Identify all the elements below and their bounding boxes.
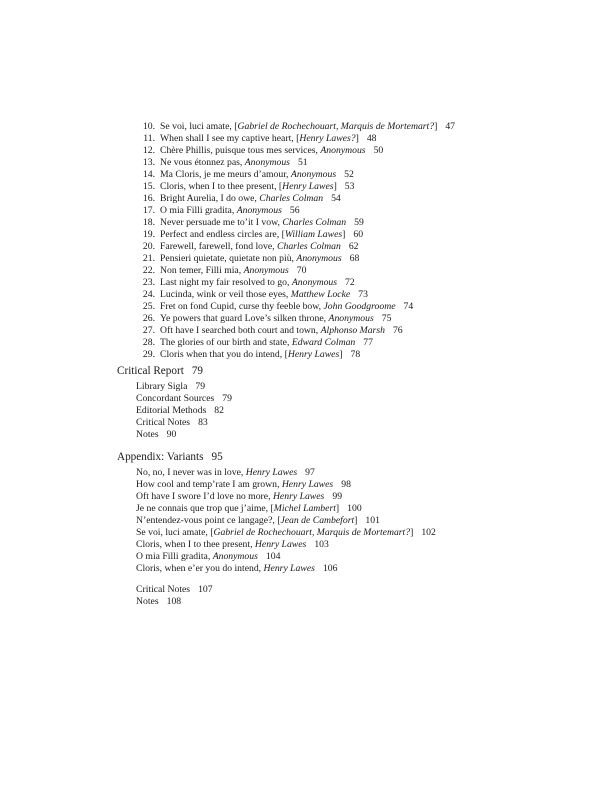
entry-number: 11.	[143, 133, 155, 144]
entry-page: 76	[392, 325, 403, 336]
entry-text	[160, 289, 368, 301]
entry-page: 48	[366, 133, 377, 144]
entry-page: 59	[354, 217, 364, 228]
entry-title: Library Sigla	[136, 381, 188, 392]
entry-page: 68	[349, 253, 360, 264]
entry-page: 51	[297, 157, 308, 168]
entry-title: Concordant Sources	[136, 393, 215, 404]
author-close: ]	[354, 515, 358, 526]
entry-title: Never persuade me to’it I vow,	[160, 217, 283, 228]
entry-title: Critical Notes	[136, 417, 191, 428]
entry-title: Perfect and endless circles are,	[160, 229, 282, 240]
entry-page: 73	[358, 289, 368, 300]
author-open: [	[210, 527, 214, 538]
author-open: [	[281, 229, 285, 240]
entry-author: Henry Lawes	[287, 349, 340, 360]
entry-title: Se voi, luci amate,	[160, 121, 235, 132]
entry-number: 20.	[142, 241, 155, 252]
author-open: [	[284, 349, 288, 360]
entry-text	[160, 121, 455, 133]
entry-page: 52	[344, 169, 354, 180]
entry-page: 82	[214, 405, 224, 416]
author-close: ]	[342, 229, 346, 240]
entry-title: Notes	[136, 596, 159, 607]
entry-author: Henry Lawes	[263, 563, 315, 574]
entry-title: No, no, I never was in love,	[136, 467, 246, 478]
entry-page: 100	[347, 503, 362, 514]
entry-text	[160, 193, 341, 205]
entry-page: 83	[198, 417, 208, 428]
entry-author: Henry Lawes?	[299, 133, 356, 144]
entry-number: 27.	[142, 325, 155, 336]
entry-page: 53	[344, 181, 355, 192]
entry-number: 21.	[142, 253, 155, 264]
entry-page: 103	[314, 539, 329, 550]
entry-number: 15.	[142, 181, 155, 192]
entry-text	[160, 313, 391, 325]
entry-text	[160, 337, 373, 349]
toc-entry	[136, 417, 232, 429]
entry-text	[160, 133, 377, 145]
entry-author: Anonymous	[243, 265, 289, 276]
entry-page: 98	[341, 479, 351, 490]
entry-author: Matthew Locke	[290, 289, 351, 300]
entry-text	[160, 349, 360, 361]
entry-text	[160, 277, 355, 289]
entry-title: N’entendez-vous point ce langage?,	[136, 515, 278, 526]
entry-title: O mia Filli gradita,	[160, 205, 237, 216]
entry-page: 90	[166, 429, 177, 440]
entry-title: Last night my fair resolved to go,	[160, 277, 292, 288]
entry-author: Charles Colman	[282, 217, 347, 228]
entry-page: 99	[332, 491, 343, 502]
entry-title: When shall I see my captive heart,	[160, 133, 297, 144]
entry-author: Alphonso Marsh	[320, 325, 385, 336]
entry-text	[160, 205, 300, 217]
entry-author: Charles Colman	[259, 193, 324, 204]
entry-page: 78	[350, 349, 361, 360]
appendix-list	[136, 467, 436, 575]
entry-author: Jean de Cambefort	[280, 515, 355, 526]
entry-text	[160, 253, 359, 265]
entry-title: Oft have I searched both court and town,	[160, 325, 321, 336]
entry-author: Anonymous	[236, 205, 282, 216]
entry-number: 10.	[142, 121, 155, 132]
entry-title: Ne vous étonnez pas,	[160, 157, 245, 168]
entry-author: Michel Lambert	[273, 503, 336, 514]
entry-author: Anonymous	[291, 277, 338, 288]
entry-text	[160, 325, 403, 337]
entry-page: 74	[403, 301, 414, 312]
entry-title: Notes	[136, 429, 159, 440]
entry-page: 54	[331, 193, 341, 204]
entry-author: Henry Lawes	[254, 539, 307, 550]
entry-page: 75	[381, 313, 392, 324]
entry-title: O mia Filli gradita,	[136, 551, 213, 562]
entry-page: 70	[296, 265, 307, 276]
entry-number: 26.	[142, 313, 155, 324]
entry-text	[160, 181, 354, 193]
toc-entry	[136, 467, 436, 479]
toc-entry	[136, 405, 232, 417]
entry-page: 102	[421, 527, 436, 538]
entry-author: Anonymous	[320, 145, 366, 156]
entry-number: 18.	[142, 217, 155, 228]
entry-title: Cloris, when e’er you do intend,	[136, 563, 264, 574]
entry-number: 13.	[142, 157, 155, 168]
appendix-heading	[117, 450, 223, 464]
author-close: ]	[333, 181, 337, 192]
entry-title: Farewell, farewell, fond love,	[160, 241, 278, 252]
entry-page: 79	[222, 393, 232, 404]
entry-page: 77	[363, 337, 373, 348]
entry-number: 29.	[142, 349, 155, 360]
entry-number: 16.	[142, 193, 155, 204]
entry-page: 104	[265, 551, 281, 562]
author-open: [	[296, 133, 300, 144]
entry-text	[160, 169, 354, 181]
entry-number: 24.	[142, 289, 155, 300]
entry-page: 47	[445, 121, 456, 132]
entry-number: 19.	[142, 229, 155, 240]
entry-title: Cloris, when I to thee present,	[136, 539, 255, 550]
critical-report-heading	[117, 364, 203, 378]
toc-entry	[136, 527, 436, 539]
entry-title: Ma Cloris, je me meurs d’amour,	[160, 169, 291, 180]
entry-number: 28.	[142, 337, 155, 348]
entry-page: 50	[373, 145, 384, 156]
entry-title: Chère Phillis, puisque tous mes services,	[160, 145, 321, 156]
entry-page: 62	[348, 241, 359, 252]
entry-title: The glories of our birth and state,	[160, 337, 292, 348]
toc-entry	[136, 584, 213, 596]
section-title: Appendix: Variants	[117, 451, 204, 463]
toc-entry	[136, 491, 436, 503]
entry-number: 14.	[142, 169, 155, 180]
author-close: ]	[355, 133, 359, 144]
entry-author: William Lawes	[284, 229, 343, 240]
entry-page: 101	[365, 515, 380, 526]
entry-author: Gabriel de Rochechouart, Marquis de Mortemart?	[213, 527, 411, 538]
entry-page: 79	[195, 381, 206, 392]
entry-author: Henry Lawes	[281, 479, 334, 490]
author-open: [	[278, 181, 283, 192]
entry-page: 56	[289, 205, 300, 216]
section-page: 95	[211, 451, 223, 463]
entry-number: 17.	[142, 205, 155, 216]
entry-title: Je ne connais que trop que j’aime,	[136, 503, 271, 514]
toc-entry	[136, 563, 436, 575]
entry-title: How cool and temp’rate I am grown,	[136, 479, 282, 490]
entry-page: 60	[353, 229, 364, 240]
entry-title: Non temer, Filli mia,	[160, 265, 244, 276]
entry-number: 23.	[142, 277, 155, 288]
toc-entry	[136, 551, 436, 563]
entry-page: 107	[198, 584, 213, 595]
entry-author: Anonymous	[212, 551, 258, 562]
toc-entry	[136, 539, 436, 551]
entry-number: 12.	[142, 145, 155, 156]
entry-text	[160, 301, 413, 313]
entry-number: 25.	[142, 301, 155, 312]
entry-author: John Goodgroome	[323, 301, 396, 312]
author-close: ]	[339, 349, 343, 360]
entry-title: Cloris, when I to thee present,	[160, 181, 279, 192]
toc-entry	[136, 429, 232, 441]
entry-author: Anonymous	[296, 253, 342, 264]
entry-title: Lucinda, wink or veil those eyes,	[160, 289, 291, 300]
entry-title: Ye powers that guard Love’s silken throne,	[160, 313, 329, 324]
entry-author: Charles Colman	[277, 241, 341, 252]
toc-entry	[136, 479, 436, 491]
entry-text	[160, 241, 359, 253]
entry-page: 106	[322, 563, 338, 574]
toc-entry	[136, 381, 232, 393]
entry-page: 97	[305, 467, 315, 478]
critical-report-list	[136, 381, 232, 441]
toc-entry	[136, 393, 232, 405]
entry-author: Henry Lawes	[282, 181, 334, 192]
entry-text	[160, 229, 363, 241]
entry-author: Anonymous	[244, 157, 290, 168]
section-page: 79	[191, 365, 203, 377]
entry-text	[160, 157, 308, 169]
entry-author: Gabriel de Rochechouart, Marquis de Mortemart?	[237, 121, 435, 132]
entry-title: Editorial Methods	[136, 405, 207, 416]
author-open: [	[270, 503, 274, 514]
entry-title: Fret on fond Cupid, curse thy feeble bow,	[160, 301, 324, 312]
entry-text	[160, 145, 383, 157]
entry-text	[160, 265, 306, 277]
entry-title: Bright Aurelia, I do owe,	[160, 193, 260, 204]
appendix-trailing-list	[136, 584, 213, 608]
entry-author: Henry Lawes	[272, 491, 325, 502]
entry-author: Anonymous	[328, 313, 374, 324]
toc-entry	[136, 503, 436, 515]
author-open: [	[277, 515, 281, 526]
entry-author: Edward Colman	[291, 337, 356, 348]
entry-author: Anonymous	[290, 169, 337, 180]
section-title: Critical Report	[117, 365, 184, 377]
toc-entry	[136, 515, 436, 527]
entry-page: 72	[345, 277, 355, 288]
entry-title: Cloris when that you do intend,	[160, 349, 285, 360]
toc-entry	[136, 596, 213, 608]
author-open: [	[234, 121, 238, 132]
entry-title: Oft have I swore I’d love no more,	[136, 491, 273, 502]
entry-author: Henry Lawes	[245, 467, 298, 478]
author-close: ]	[335, 503, 340, 514]
entry-page: 108	[166, 596, 182, 607]
entry-number: 22.	[142, 265, 155, 276]
entry-title: Pensieri quietate, quietate non più,	[160, 253, 297, 264]
author-close: ]	[410, 527, 414, 538]
entry-title: Critical Notes	[136, 584, 191, 595]
author-close: ]	[434, 121, 438, 132]
entry-text	[160, 217, 364, 229]
entry-title: Se voi, luci amate,	[136, 527, 211, 538]
